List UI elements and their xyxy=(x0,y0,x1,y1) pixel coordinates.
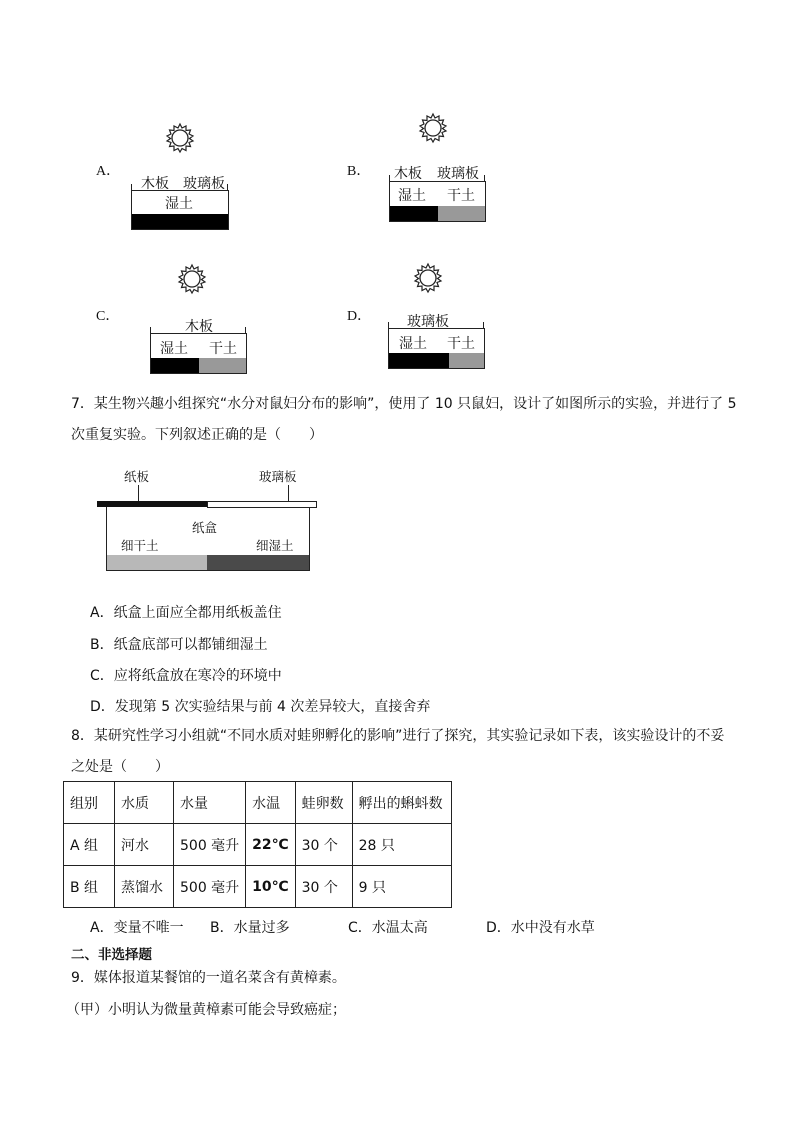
table-header-cell: 水温 xyxy=(246,782,295,824)
q8-choice-a: A．变量不唯一 xyxy=(90,920,184,936)
q7-stem-line2: 次重复实验。下列叙述正确的是（ ） xyxy=(71,427,323,443)
q7-choice-b: B．纸盒底部可以都铺细湿土 xyxy=(90,637,268,653)
option-b-wet-label: 湿土 xyxy=(398,188,426,204)
option-b-wet-soil xyxy=(390,206,438,221)
q8-stem-line1: 8．某研究性学习小组就“不同水质对蛙卵孵化的影响”进行了探究，其实验记录如下表，该实验设计的不妥 xyxy=(71,728,725,744)
table-cell: A 组 xyxy=(64,824,115,866)
q7-cardboard-pointer xyxy=(138,485,139,502)
table-cell: 30 个 xyxy=(295,824,352,866)
option-d-wet-label: 湿土 xyxy=(399,336,427,352)
option-d-glass-label: 玻璃板 xyxy=(407,314,449,330)
q7-stem-line1: 7．某生物兴趣小组探究“水分对鼠妇分布的影响”，使用了 10 只鼠妇，设计了如图所示的实验，并进行了 5 xyxy=(71,396,737,412)
option-b-glass-label: 玻璃板 xyxy=(437,166,479,182)
q8-stem-line2: 之处是（ ） xyxy=(71,759,169,775)
table-row xyxy=(64,866,452,908)
q7-cardboard-label: 纸板 xyxy=(124,469,150,484)
option-a-glass-label: 玻璃板 xyxy=(183,176,225,192)
sun-icon xyxy=(175,262,209,296)
table-header-cell: 孵出的蝌蚪数 xyxy=(352,782,451,824)
option-c-wet-soil xyxy=(151,358,199,373)
sun-icon xyxy=(411,261,445,295)
q7-choice-c: C．应将纸盒放在寒冷的环境中 xyxy=(90,668,282,684)
q7-choice-d: D．发现第 5 次实验结果与前 4 次差异较大，直接舍弃 xyxy=(90,699,431,715)
table-cell: 22℃ xyxy=(246,824,295,866)
option-b-dry-soil xyxy=(438,206,485,221)
option-d-label: D． xyxy=(347,309,372,324)
table-row xyxy=(64,824,452,866)
table-header-cell: 蛙卵数 xyxy=(295,782,352,824)
table-header-cell: 水量 xyxy=(174,782,246,824)
table-cell: 9 只 xyxy=(352,866,451,908)
option-b-dry-label: 干土 xyxy=(447,188,475,204)
option-c-label: C． xyxy=(96,309,120,324)
option-c-dry-soil xyxy=(199,358,246,373)
q8-choice-d: D．水中没有水草 xyxy=(486,920,595,936)
sun-icon xyxy=(416,111,450,145)
option-c-dry-label: 干土 xyxy=(209,341,237,357)
q8-choice-c: C．水温太高 xyxy=(348,920,428,936)
option-c-wet-label: 湿土 xyxy=(160,341,188,357)
q7-dry-soil xyxy=(107,555,207,570)
table-cell: 500 毫升 xyxy=(174,824,246,866)
q9-line1: 9．媒体报道某餐馆的一道名菜含有黄樟素。 xyxy=(71,970,346,986)
table-cell: 28 只 xyxy=(352,824,451,866)
table-cell: 10℃ xyxy=(246,866,295,908)
q7-box-label: 纸盒 xyxy=(192,520,218,535)
q7-wet-soil-label: 细湿土 xyxy=(256,538,294,553)
option-a-wood-label: 木板 xyxy=(141,176,169,192)
table-header-row xyxy=(64,782,452,824)
option-a-wet-soil xyxy=(132,214,228,229)
q7-glass-pointer xyxy=(288,485,289,502)
q8-experiment-table xyxy=(63,781,452,908)
option-b-wood-label: 木板 xyxy=(394,166,422,182)
table-cell: 30 个 xyxy=(295,866,352,908)
option-d-dry-label: 干土 xyxy=(447,336,475,352)
q7-choice-a: A．纸盒上面应全都用纸板盖住 xyxy=(90,605,282,621)
table-cell: 河水 xyxy=(115,824,174,866)
option-c-wood-label: 木板 xyxy=(185,319,213,335)
table-cell: 500 毫升 xyxy=(174,866,246,908)
option-d-wet-soil xyxy=(389,353,449,368)
table-header-cell: 组别 xyxy=(64,782,115,824)
option-a-label: A． xyxy=(96,164,121,179)
option-b-label: B． xyxy=(347,164,371,179)
table-cell: B 组 xyxy=(64,866,115,908)
q7-dry-soil-label: 细干土 xyxy=(121,538,159,553)
option-a-soil-label: 湿土 xyxy=(165,196,193,212)
q7-glass-label: 玻璃板 xyxy=(259,469,297,484)
q9-line2: （甲）小明认为微量黄樟素可能会导致癌症； xyxy=(66,1002,346,1018)
option-d-dry-soil xyxy=(449,353,484,368)
q7-wet-soil xyxy=(207,555,309,570)
q8-choice-b: B．水量过多 xyxy=(210,920,290,936)
sun-icon xyxy=(163,121,197,155)
table-header-cell: 水质 xyxy=(115,782,174,824)
section-heading: 二、非选择题 xyxy=(71,947,152,963)
table-cell: 蒸馏水 xyxy=(115,866,174,908)
